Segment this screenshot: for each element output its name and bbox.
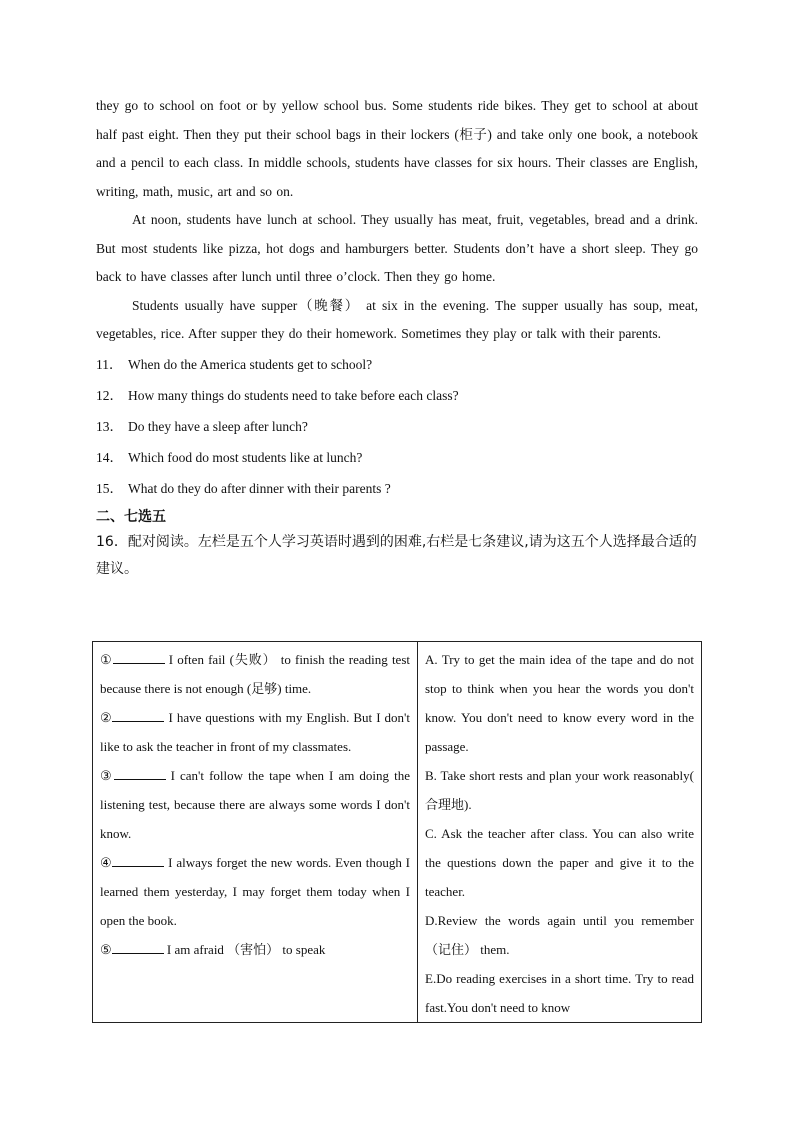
suggestion-d: D.Review the words again until you remember （记住） them. bbox=[425, 913, 694, 957]
question-13: 13． Do they have a sleep after lunch? bbox=[96, 418, 308, 434]
answer-blank[interactable] bbox=[112, 939, 164, 954]
passage-paragraph-2: At noon, students have lunch at school. They usually has meat, fruit, vegetables, bread and a drink. But most students like pizza, hot dogs and hamburgers better. Students don’t have a short sleep. They go back to have classes after lunch until three o’clock. Then they go home. bbox=[96, 212, 698, 284]
reading-content bbox=[96, 92, 698, 583]
question-list bbox=[96, 349, 698, 504]
answer-blank[interactable] bbox=[114, 765, 166, 780]
difficulty-item: ② I have questions with my English. But I don't like to ask the teacher in front of my classmates. bbox=[100, 703, 410, 761]
answer-blank[interactable] bbox=[112, 852, 164, 867]
question-15: 15． What do they do after dinner with their parents ? bbox=[96, 480, 391, 496]
answer-blank[interactable] bbox=[113, 649, 165, 664]
passage-paragraph-3: Students usually have supper（晚餐） at six in the evening. The supper usually has soup, meat, vegetables, rice. After supper they do their homework. Sometimes they play or talk with their parents. bbox=[96, 297, 698, 341]
suggestion-a: A. Try to get the main idea of the tape and do not stop to think when you hear the words you don't know. You don't need to know every word in the passage. bbox=[425, 652, 694, 754]
difficulty-item: ④ I always forget the new words. Even though I learned them yesterday, I may forget them today when I open the book. bbox=[100, 848, 410, 935]
difficulties-column bbox=[93, 642, 418, 1023]
difficulty-item: ① I often fail (失败） to finish the reading test because there is not enough (足够) time. bbox=[100, 645, 410, 703]
question-12: 12． How many things do students need to take before each class? bbox=[96, 387, 459, 403]
suggestion-c: C. Ask the teacher after class. You can also write the questions down the paper and give it to the teacher. bbox=[425, 826, 694, 899]
matching-table bbox=[92, 641, 702, 1023]
section-instruction: 16．配对阅读。左栏是五个人学习英语时遇到的困难,右栏是七条建议,请为这五个人选择最合适的建议。 bbox=[96, 533, 697, 577]
difficulty-item: ⑤ I am afraid （害怕） to speak bbox=[100, 935, 410, 964]
passage-paragraph-1: they go to school on foot or by yellow school bus. Some students ride bikes. They get to school at about half past eight. Then they put their school bags in their lockers (柜子) and take only one book, a notebook and a pencil to each class. In middle schools, students have classes for six hours. Their classes are English, writing, math, music, art and so on. bbox=[96, 98, 698, 199]
question-11: 11． When do the America students get to school? bbox=[96, 356, 373, 372]
suggestion-b: B. Take short rests and plan your work reasonably( 合理地). bbox=[425, 768, 694, 812]
difficulty-item: ③ I can't follow the tape when I am doing the listening test, because there are always some words I don't know. bbox=[100, 761, 410, 848]
suggestion-e: E.Do reading exercises in a short time. Try to read fast.You don't need to know bbox=[425, 971, 694, 1015]
section-heading: 二、七选五 bbox=[96, 508, 166, 525]
answer-blank[interactable] bbox=[112, 707, 164, 722]
suggestions-column bbox=[418, 642, 702, 1023]
question-14: 14． Which food do most students like at lunch? bbox=[96, 449, 363, 465]
